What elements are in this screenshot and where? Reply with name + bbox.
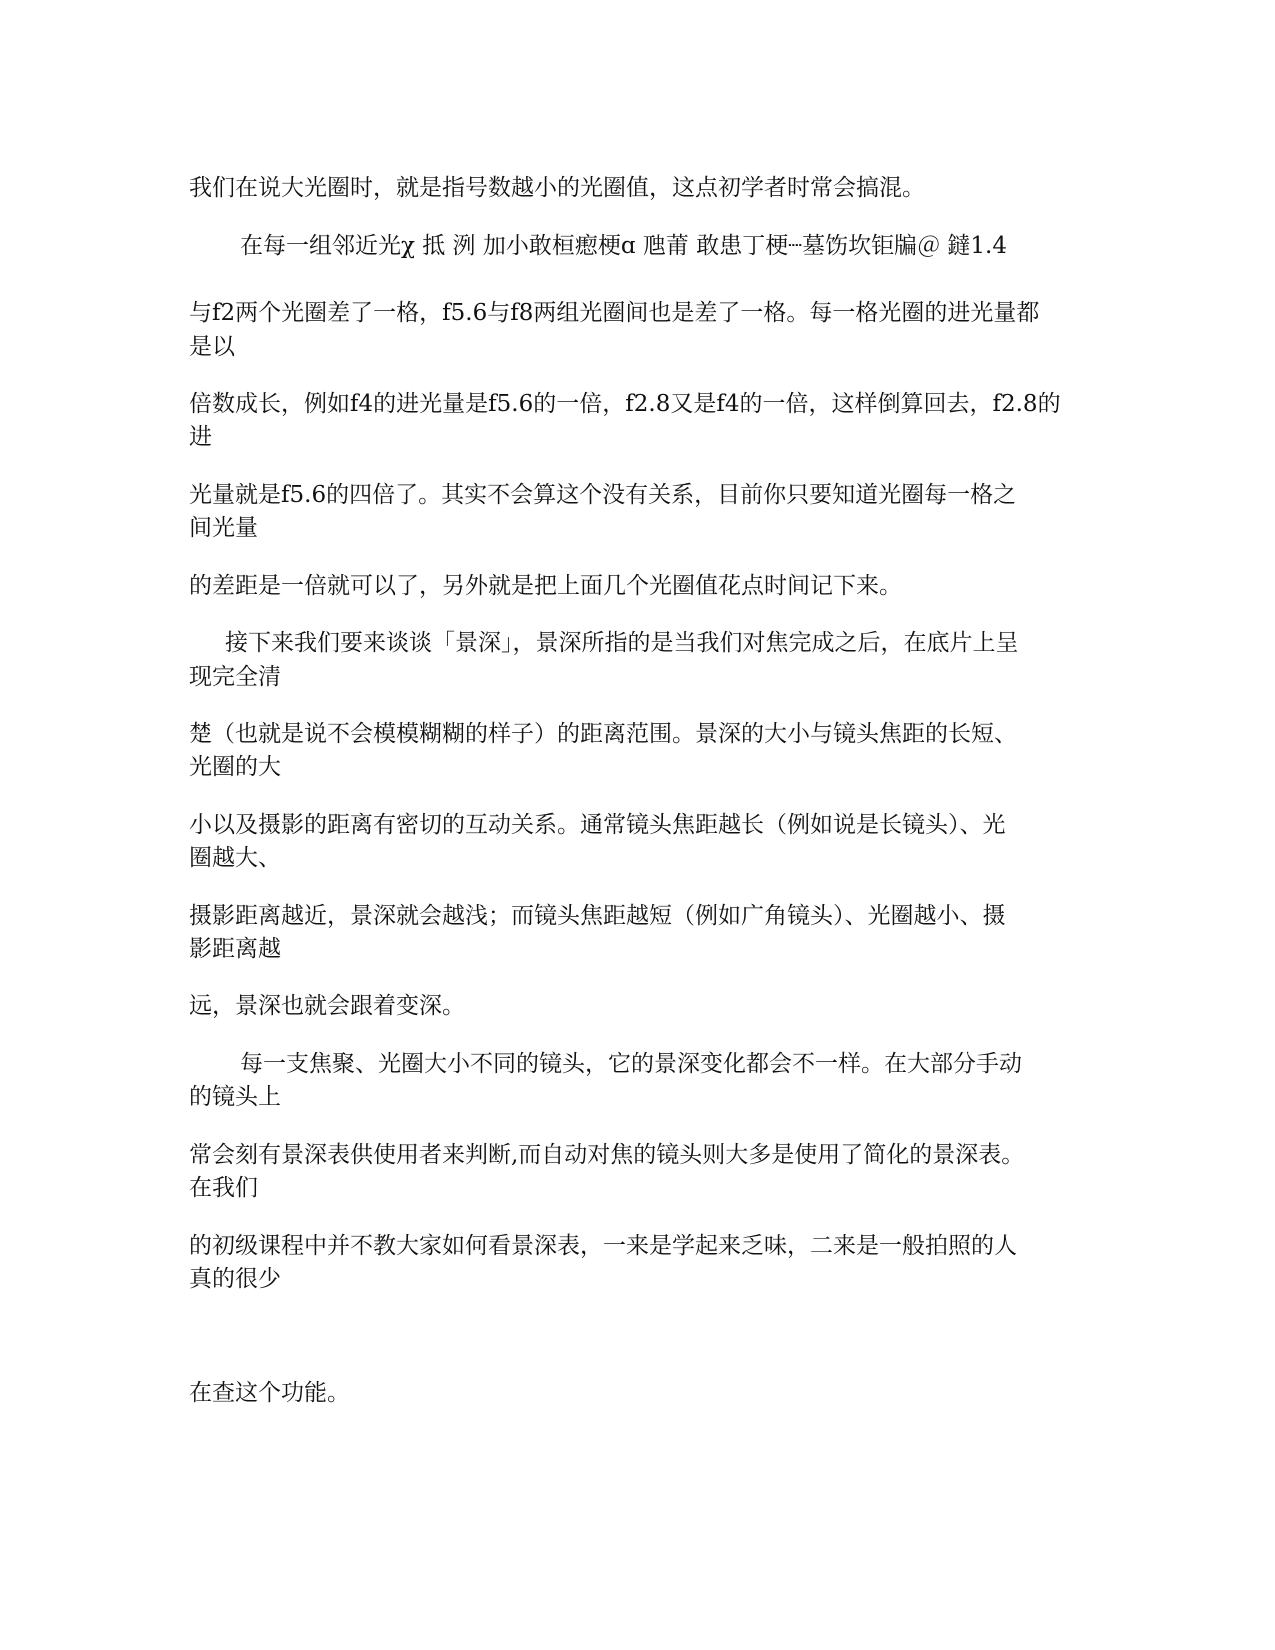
text-line-1: 我们在说大光圈时，就是指号数越小的光圈值，这点初学者时常会搞混。 [189,175,925,201]
text-line-12-wrap: 的镜头上 [189,1084,281,1110]
text-line-10: 摄影距离越近，景深就会越浅；而镜头焦距越短（例如广角镜头）、光圈越小、摄 [189,903,1006,929]
text-line-13: 常会刻有景深表供使用者来判断,而自动对焦的镜头则大多是使用了简化的景深表。 [189,1142,1025,1168]
text-line-5: 光量就是f5.6的四倍了。其实不会算这个没有关系，目前你只要知道光圈每一格之 [189,482,1017,508]
text-line-9: 小以及摄影的距离有密切的互动关系。通常镜头焦距越长（例如说是长镜头）、光 [189,812,1006,838]
text-line-8: 楚（也就是说不会模模糊糊的样子）的距离范围。景深的大小与镜头焦距的长短、 [189,721,1017,747]
text-line-4: 倍数成长，例如f4的进光量是f5.6的一倍，f2.8又是f4的一倍，这样倒算回去，f2.8的 [189,391,1061,417]
text-line-14: 的初级课程中并不教大家如何看景深表，一来是学起来乏味，二来是一般拍照的人 [189,1233,1017,1259]
text-line-7-wrap: 现完全清 [189,664,281,690]
text-line-9-wrap: 圈越大、 [189,845,281,871]
text-line-5-wrap: 间光量 [189,515,258,541]
text-line-12: 每一支焦聚、光圈大小不同的镜头，它的景深变化都会不一样。在大部分手动 [240,1051,1022,1077]
text-line-10-wrap: 影距离越 [189,936,281,962]
text-line-4-wrap: 进 [189,424,212,450]
text-line-3: 与f2两个光圈差了一格，f5.6与f8两组光圈间也是差了一格。每一格光圈的进光量都 [189,300,1040,326]
text-line-2: 在每一组邻近光χ 抵 洌 加小敢桓瘛梗ɑ 虺莆 敢患丁梗┈墓饬坎钜牑＠ 鐽1.4 [240,233,1007,259]
text-line-7: 接下来我们要来谈谈「景深」，景深所指的是当我们对焦完成之后，在底片上呈 [225,630,1019,656]
text-line-6: 的差距是一倍就可以了，另外就是把上面几个光圈值花点时间记下来。 [189,573,902,599]
text-line-3-wrap: 是以 [189,334,235,360]
text-line-13-wrap: 在我们 [189,1175,258,1201]
text-line-11: 远，景深也就会跟着变深。 [189,993,465,1019]
text-line-15: 在查这个功能。 [189,1380,350,1406]
text-line-8-wrap: 光圈的大 [189,754,281,780]
text-line-14-wrap: 真的很少 [189,1266,281,1292]
